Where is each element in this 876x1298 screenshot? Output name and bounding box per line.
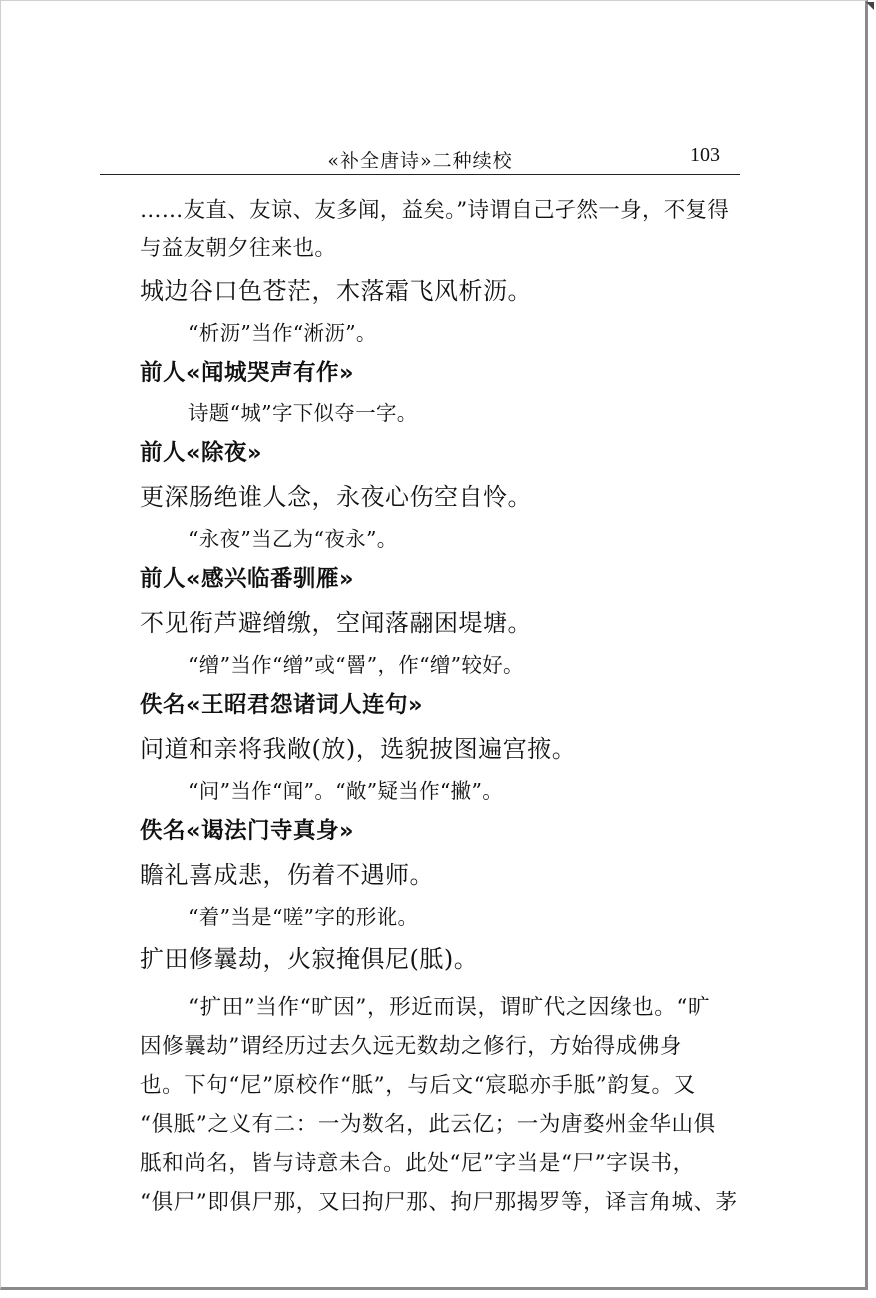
verse-line: 更深肠绝谁人念，永夜心伤空自怜。 xyxy=(140,483,532,511)
text-line: 与益友朝夕往来也。 xyxy=(140,236,337,261)
page-number: 103 xyxy=(690,144,720,166)
commentary-line: 胝和尚名，皆与诗意未合。此处“尼”字当是“尸”字误书， xyxy=(140,1151,695,1176)
page-corner-mark xyxy=(866,2,874,10)
verse-line: 不见衔芦避缯缴，空闻落翮困堤塘。 xyxy=(140,609,532,637)
annotation-line: “析沥”当作“淅沥”。 xyxy=(188,321,377,345)
annotation-line: “问”当作“闻”。“敞”疑当作“撇”。 xyxy=(188,779,504,803)
commentary-line: “扩田”当作“旷因”，形近而误，谓旷代之因缘也。“旷 xyxy=(188,995,711,1020)
commentary-line: 也。下句“尼”原校作“胝”，与后文“宸聪亦手胝”韵复。又 xyxy=(140,1073,696,1098)
verse-line: 城边谷口色苍茫，木落霜飞风析沥。 xyxy=(140,277,532,305)
poem-heading: 前人«感兴临番驯雁» xyxy=(140,566,355,592)
poem-heading: 佚名«王昭君怨诸词人连句» xyxy=(140,692,424,718)
verse-line: 扩田修曩劫，火寂掩俱尼(胝)。 xyxy=(140,945,479,973)
annotation-line: 诗题“城”字下似夺一字。 xyxy=(188,401,418,425)
text-line: ……友直、友谅、友多闻，益矣。”诗谓自己孑然一身，不复得 xyxy=(140,198,730,223)
running-title: «补全唐诗»二种续校 xyxy=(327,150,513,172)
commentary-line: 因修曩劫”谓经历过去久远无数劫之修行，方始得成佛身 xyxy=(140,1034,682,1059)
annotation-line: “缯”当作“缯”或“罾”，作“缯”较好。 xyxy=(188,653,524,677)
poem-heading: 佚名«谒法门寺真身» xyxy=(140,818,355,844)
page-body xyxy=(140,190,746,1222)
running-header xyxy=(100,140,740,175)
commentary-line: “俱尸”即俱尸那，又曰拘尸那、拘尸那揭罗等，译言角城、茅 xyxy=(140,1190,738,1215)
verse-line: 问道和亲将我敞(放)，选貌披图遍宫掖。 xyxy=(140,735,577,763)
verse-line: 瞻礼喜成悲，伤着不遇师。 xyxy=(140,861,434,889)
annotation-line: “永夜”当乙为“夜永”。 xyxy=(188,527,398,551)
poem-heading: 前人«闻城哭声有作» xyxy=(140,360,355,386)
commentary-line: “俱胝”之义有二：一为数名，此云亿；一为唐婺州金华山俱 xyxy=(140,1112,716,1137)
annotation-line: “着”当是“嗟”字的形讹。 xyxy=(188,905,419,929)
poem-heading: 前人«除夜» xyxy=(140,440,263,466)
